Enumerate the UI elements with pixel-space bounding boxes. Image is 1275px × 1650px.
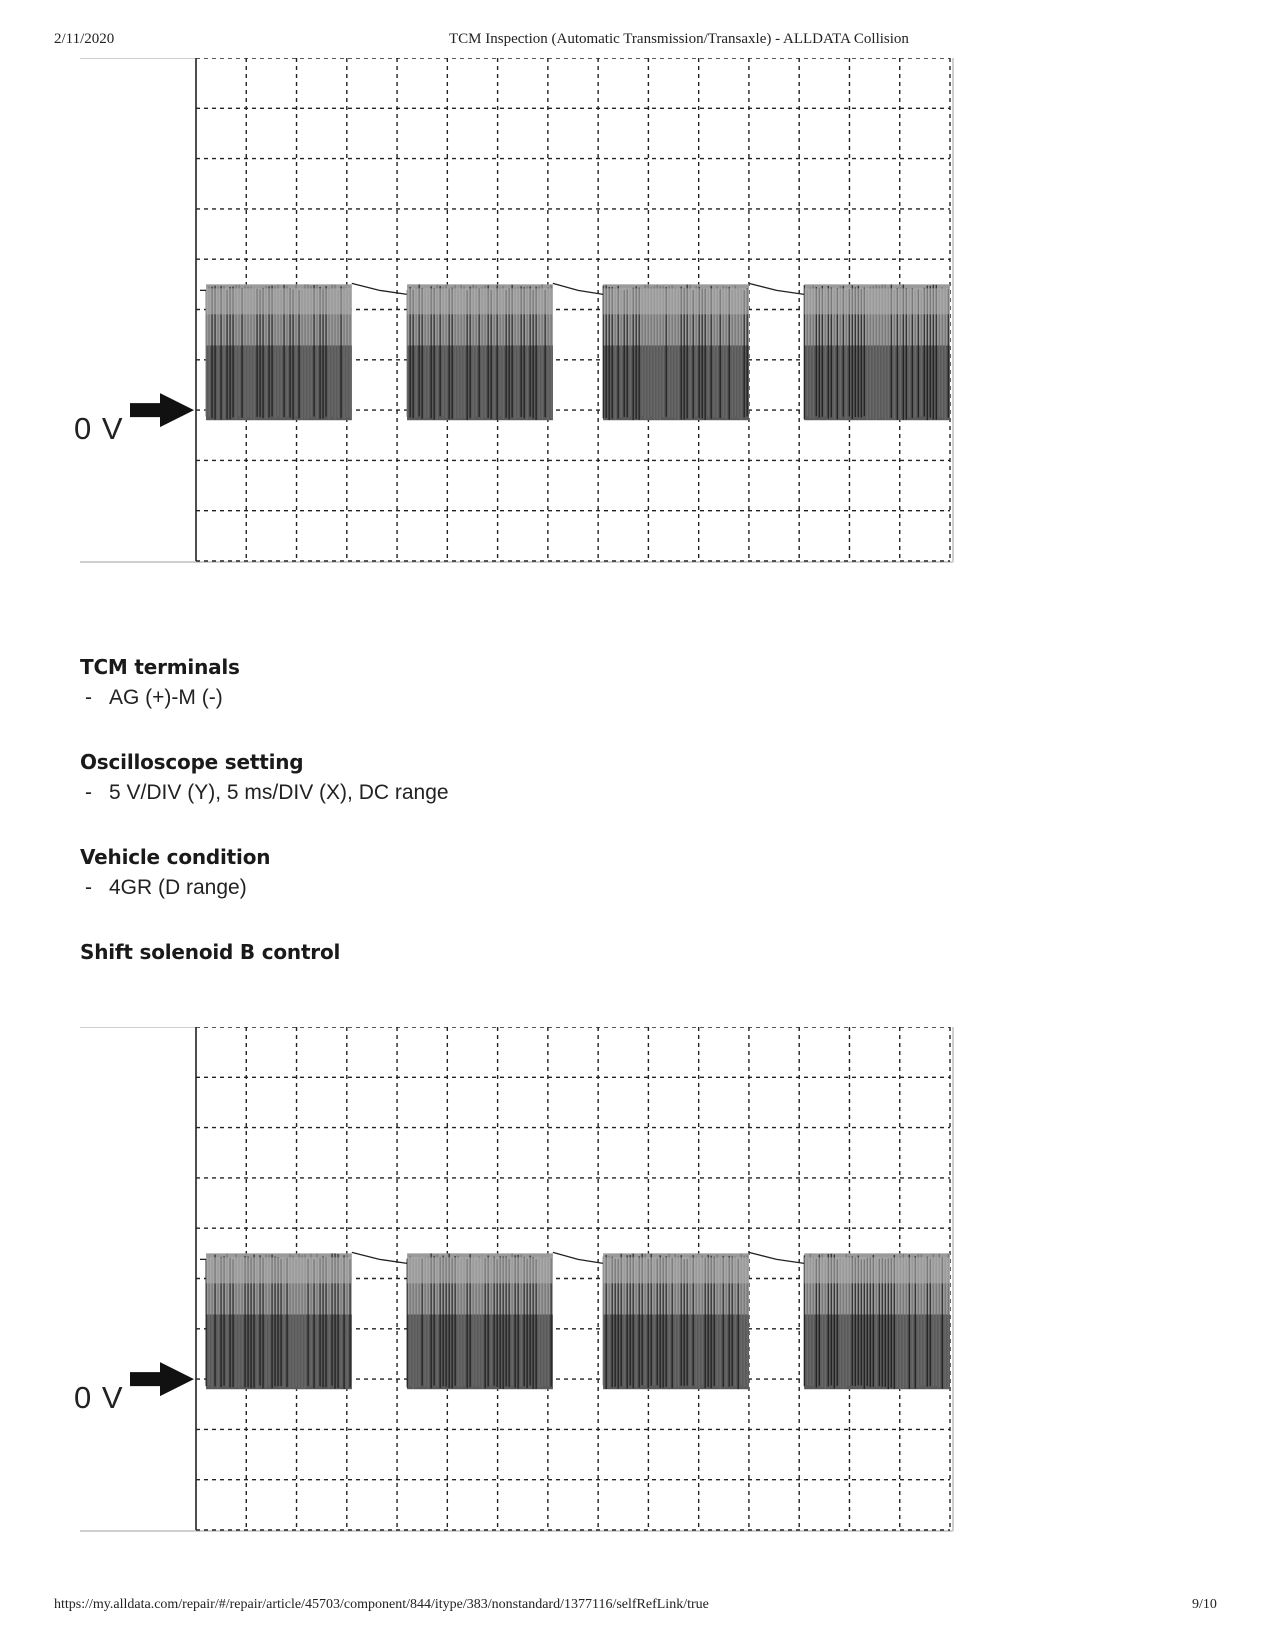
trace-segment [749, 1252, 804, 1263]
burst-top-band [603, 288, 749, 314]
burst-lower-band [407, 1314, 553, 1389]
scope-svg [80, 58, 1000, 593]
list-dash: - [85, 781, 92, 804]
waveform-burst [603, 1253, 749, 1389]
section-oscilloscope-setting [80, 750, 449, 805]
burst-top-band [804, 1257, 950, 1283]
waveform-burst [804, 1253, 950, 1389]
trace-segment [749, 283, 804, 294]
trace-segment [352, 1252, 407, 1263]
burst-lower-band [804, 345, 950, 420]
burst-top-band [804, 288, 950, 314]
section-item [80, 876, 270, 900]
item-text: AG (+)-M (-) [109, 686, 223, 709]
header-title: TCM Inspection (Automatic Transmission/Transaxle) - ALLDATA Collision [449, 31, 909, 47]
waveform-burst [603, 284, 749, 420]
burst-top-band [603, 1257, 749, 1283]
section-tcm-terminals [80, 655, 240, 710]
burst-top-band [206, 1257, 352, 1283]
trace-segment [553, 1252, 603, 1263]
scope-chart-top [74, 58, 1000, 593]
scope-svg [80, 1027, 1000, 1562]
waveform-series [200, 283, 950, 420]
burst-lower-band [603, 1314, 749, 1389]
burst-lower-band [603, 345, 749, 420]
waveform-burst [407, 1253, 553, 1389]
trace-segment [553, 283, 603, 294]
footer-url: https://my.alldata.com/repair/#/repair/article/45703/component/844/itype/383/nonstandard/1377116/selfRefLink/true [54, 1597, 709, 1612]
burst-top-band [206, 288, 352, 314]
zero-arrow-icon [130, 1362, 194, 1396]
item-text: 4GR (D range) [109, 876, 247, 899]
list-dash: - [85, 876, 92, 899]
header-date: 2/11/2020 [54, 31, 115, 47]
zero-arrow-icon [130, 393, 194, 427]
zero-volt-label: 0 V [74, 411, 124, 446]
burst-lower-band [206, 345, 352, 420]
zero-volt-label: 0 V [74, 1380, 124, 1415]
section-heading: TCM terminals [80, 655, 240, 679]
section-item [80, 781, 449, 805]
waveform-burst [804, 284, 950, 420]
waveform-burst [206, 284, 352, 420]
section-heading: Shift solenoid B control [80, 940, 341, 964]
section-heading: Vehicle condition [80, 845, 271, 869]
section-shift-solenoid [80, 940, 340, 964]
trace-segment [352, 283, 407, 294]
waveform-series [200, 1252, 950, 1389]
footer-page-number: 9/10 [1192, 1597, 1217, 1612]
burst-top-band [407, 288, 553, 314]
burst-lower-band [804, 1314, 950, 1389]
scope-chart-bottom [74, 1027, 1000, 1562]
section-vehicle-condition [80, 845, 270, 900]
burst-lower-band [206, 1314, 352, 1389]
waveform-burst [206, 1253, 352, 1389]
section-heading: Oscilloscope setting [80, 750, 304, 774]
section-item [80, 686, 240, 710]
burst-lower-band [407, 345, 553, 420]
item-text: 5 V/DIV (Y), 5 ms/DIV (X), DC range [109, 781, 449, 804]
list-dash: - [85, 686, 92, 709]
burst-top-band [407, 1257, 553, 1283]
waveform-burst [407, 284, 553, 420]
